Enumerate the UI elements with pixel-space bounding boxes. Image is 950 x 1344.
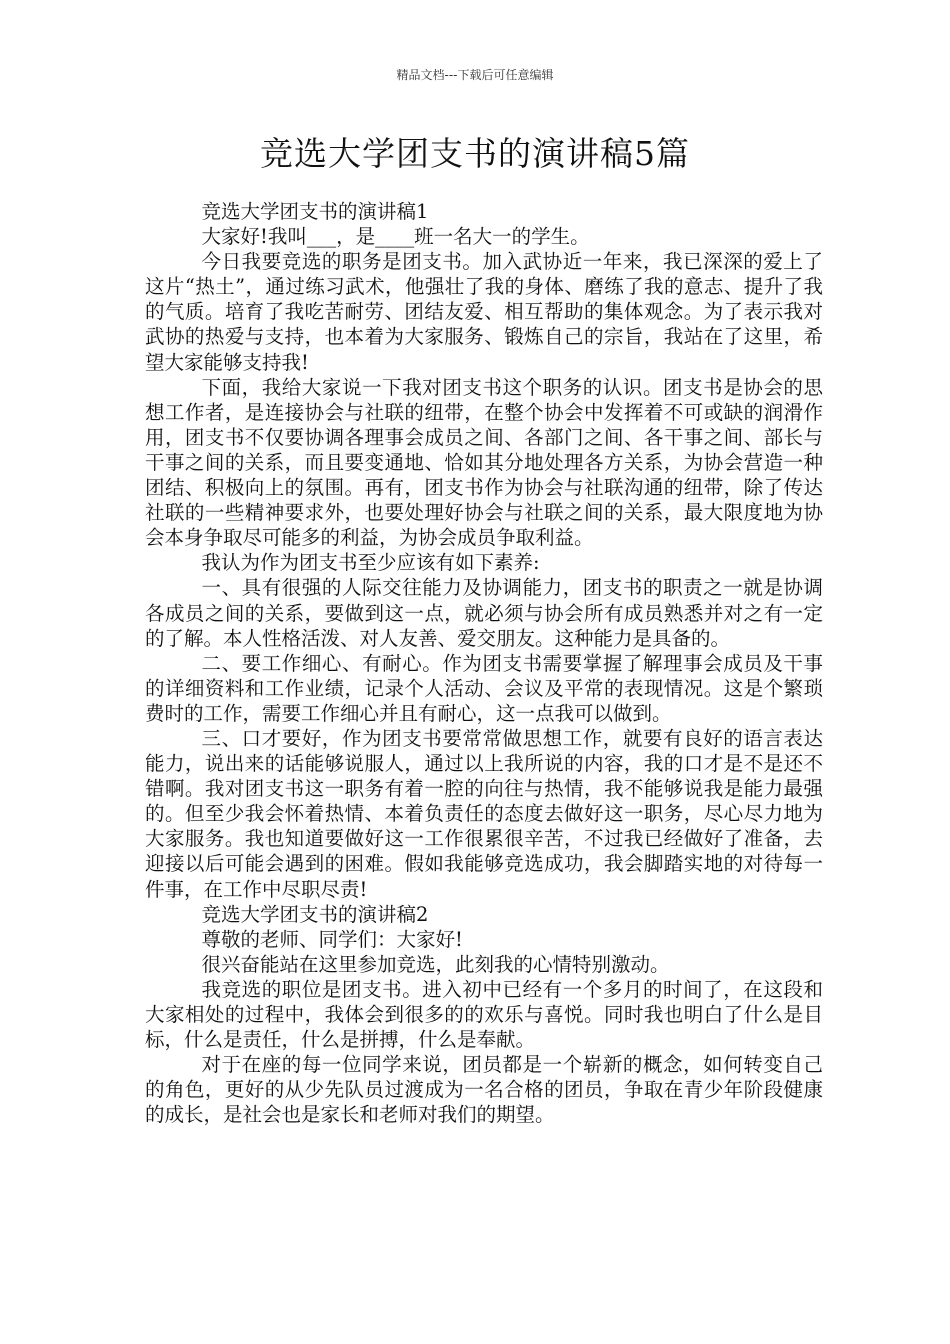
paragraph-greeting-2: 尊敬的老师、同学们：大家好! [201, 927, 463, 951]
paragraph: 一、具有很强的人际交往能力及协调能力，团支书的职责之一就是协调各成员之间的关系，要做到这一点，就必须与协会所有成员熟悉并对之有一定的了解。本人性格活泼、对人友善、爱交朋友。这种能力是具备的。 [145, 576, 823, 650]
page-header: 精品文档---下载后可任意编辑 [396, 68, 554, 82]
paragraph: 三、口才要好，作为团支书要常常做思想工作，就要有良好的语言表达能力，说出来的话能够说服人，通过以上我所说的内容，我的口才是不是还不错啊。我对团支书这一职务有着一腔的向往与热情，我不能够说我是能力最强的。但至少我会怀着热情、本着负责任的态度去做好这一职务，尽心尽力地为大家服务。我也知道要做好这一工作很累很辛苦，不过我已经做好了准备，去迎接以后可能会遇到的困难。假如我能够竞选成功，我会脚踏实地的对待每一件事，在工作中尽职尽责! [145, 726, 823, 901]
document-title: 竞选大学团支书的演讲稿5篇 [260, 134, 690, 173]
paragraph: 很兴奋能站在这里参加竞选，此刻我的心情特别激动。 [201, 952, 670, 976]
paragraph: 二、要工作细心、有耐心。作为团支书需要掌握了解理事会成员及干事的详细资料和工作业绩，记录个人活动、会议及平常的表现情况。这是个繁琐费时的工作，需要工作细心并且有耐心，这一点我可以做到。 [145, 651, 823, 725]
paragraph: 我认为作为团支书至少应该有如下素养: [201, 551, 540, 575]
paragraph: 下面，我给大家说一下我对团支书这个职务的认识。团支书是协会的思想工作者，是连接协会与社联的纽带，在整个协会中发挥着不可或缺的润滑作用，团支书不仅要协调各理事会成员之间、各部门之间、各干事之间、部长与干事之间的关系，而且要变通地、恰如其分地处理各方关系，为协会营造一种团结、积极向上的氛围。再有，团支书作为协会与社联沟通的纽带，除了传达社联的一些精神要求外，也要处理好协会与社联之间的关系，最大限度地为协会本身争取尽可能多的利益，为协会成员争取利益。 [145, 375, 823, 550]
document-body [145, 199, 823, 1127]
paragraph: 对于在座的每一位同学来说，团员都是一个崭新的概念，如何转变自己的角色，更好的从少先队员过渡成为一名合格的团员，争取在青少年阶段健康的成长，是社会也是家长和老师对我们的期望。 [145, 1053, 823, 1127]
paragraph-greeting-1: 大家好!我叫___，是____班一名大一的学生。 [201, 225, 590, 249]
paragraph: 今日我要竞选的职务是团支书。加入武协近一年来，我已深深的爱上了这片“热土”，通过练习武术，他强壮了我的身体、磨练了我的意志、提升了我的气质。培育了我吃苦耐劳、团结友爱、相互帮助的集体观念。为了表示我对武协的热爱与支持，也本着为大家服务、锻炼自己的宗旨，我站在了这里，希望大家能够支持我! [145, 250, 823, 374]
section-heading-2: 竞选大学团支书的演讲稿2 [201, 902, 429, 926]
paragraph: 我竞选的职位是团支书。进入初中已经有一个多月的时间了，在这段和大家相处的过程中，我体会到很多的的欢乐与喜悦。同时我也明白了什么是目标，什么是责任，什么是拼搏，什么是奉献。 [145, 977, 823, 1052]
section-heading-1: 竞选大学团支书的演讲稿1 [201, 200, 429, 223]
